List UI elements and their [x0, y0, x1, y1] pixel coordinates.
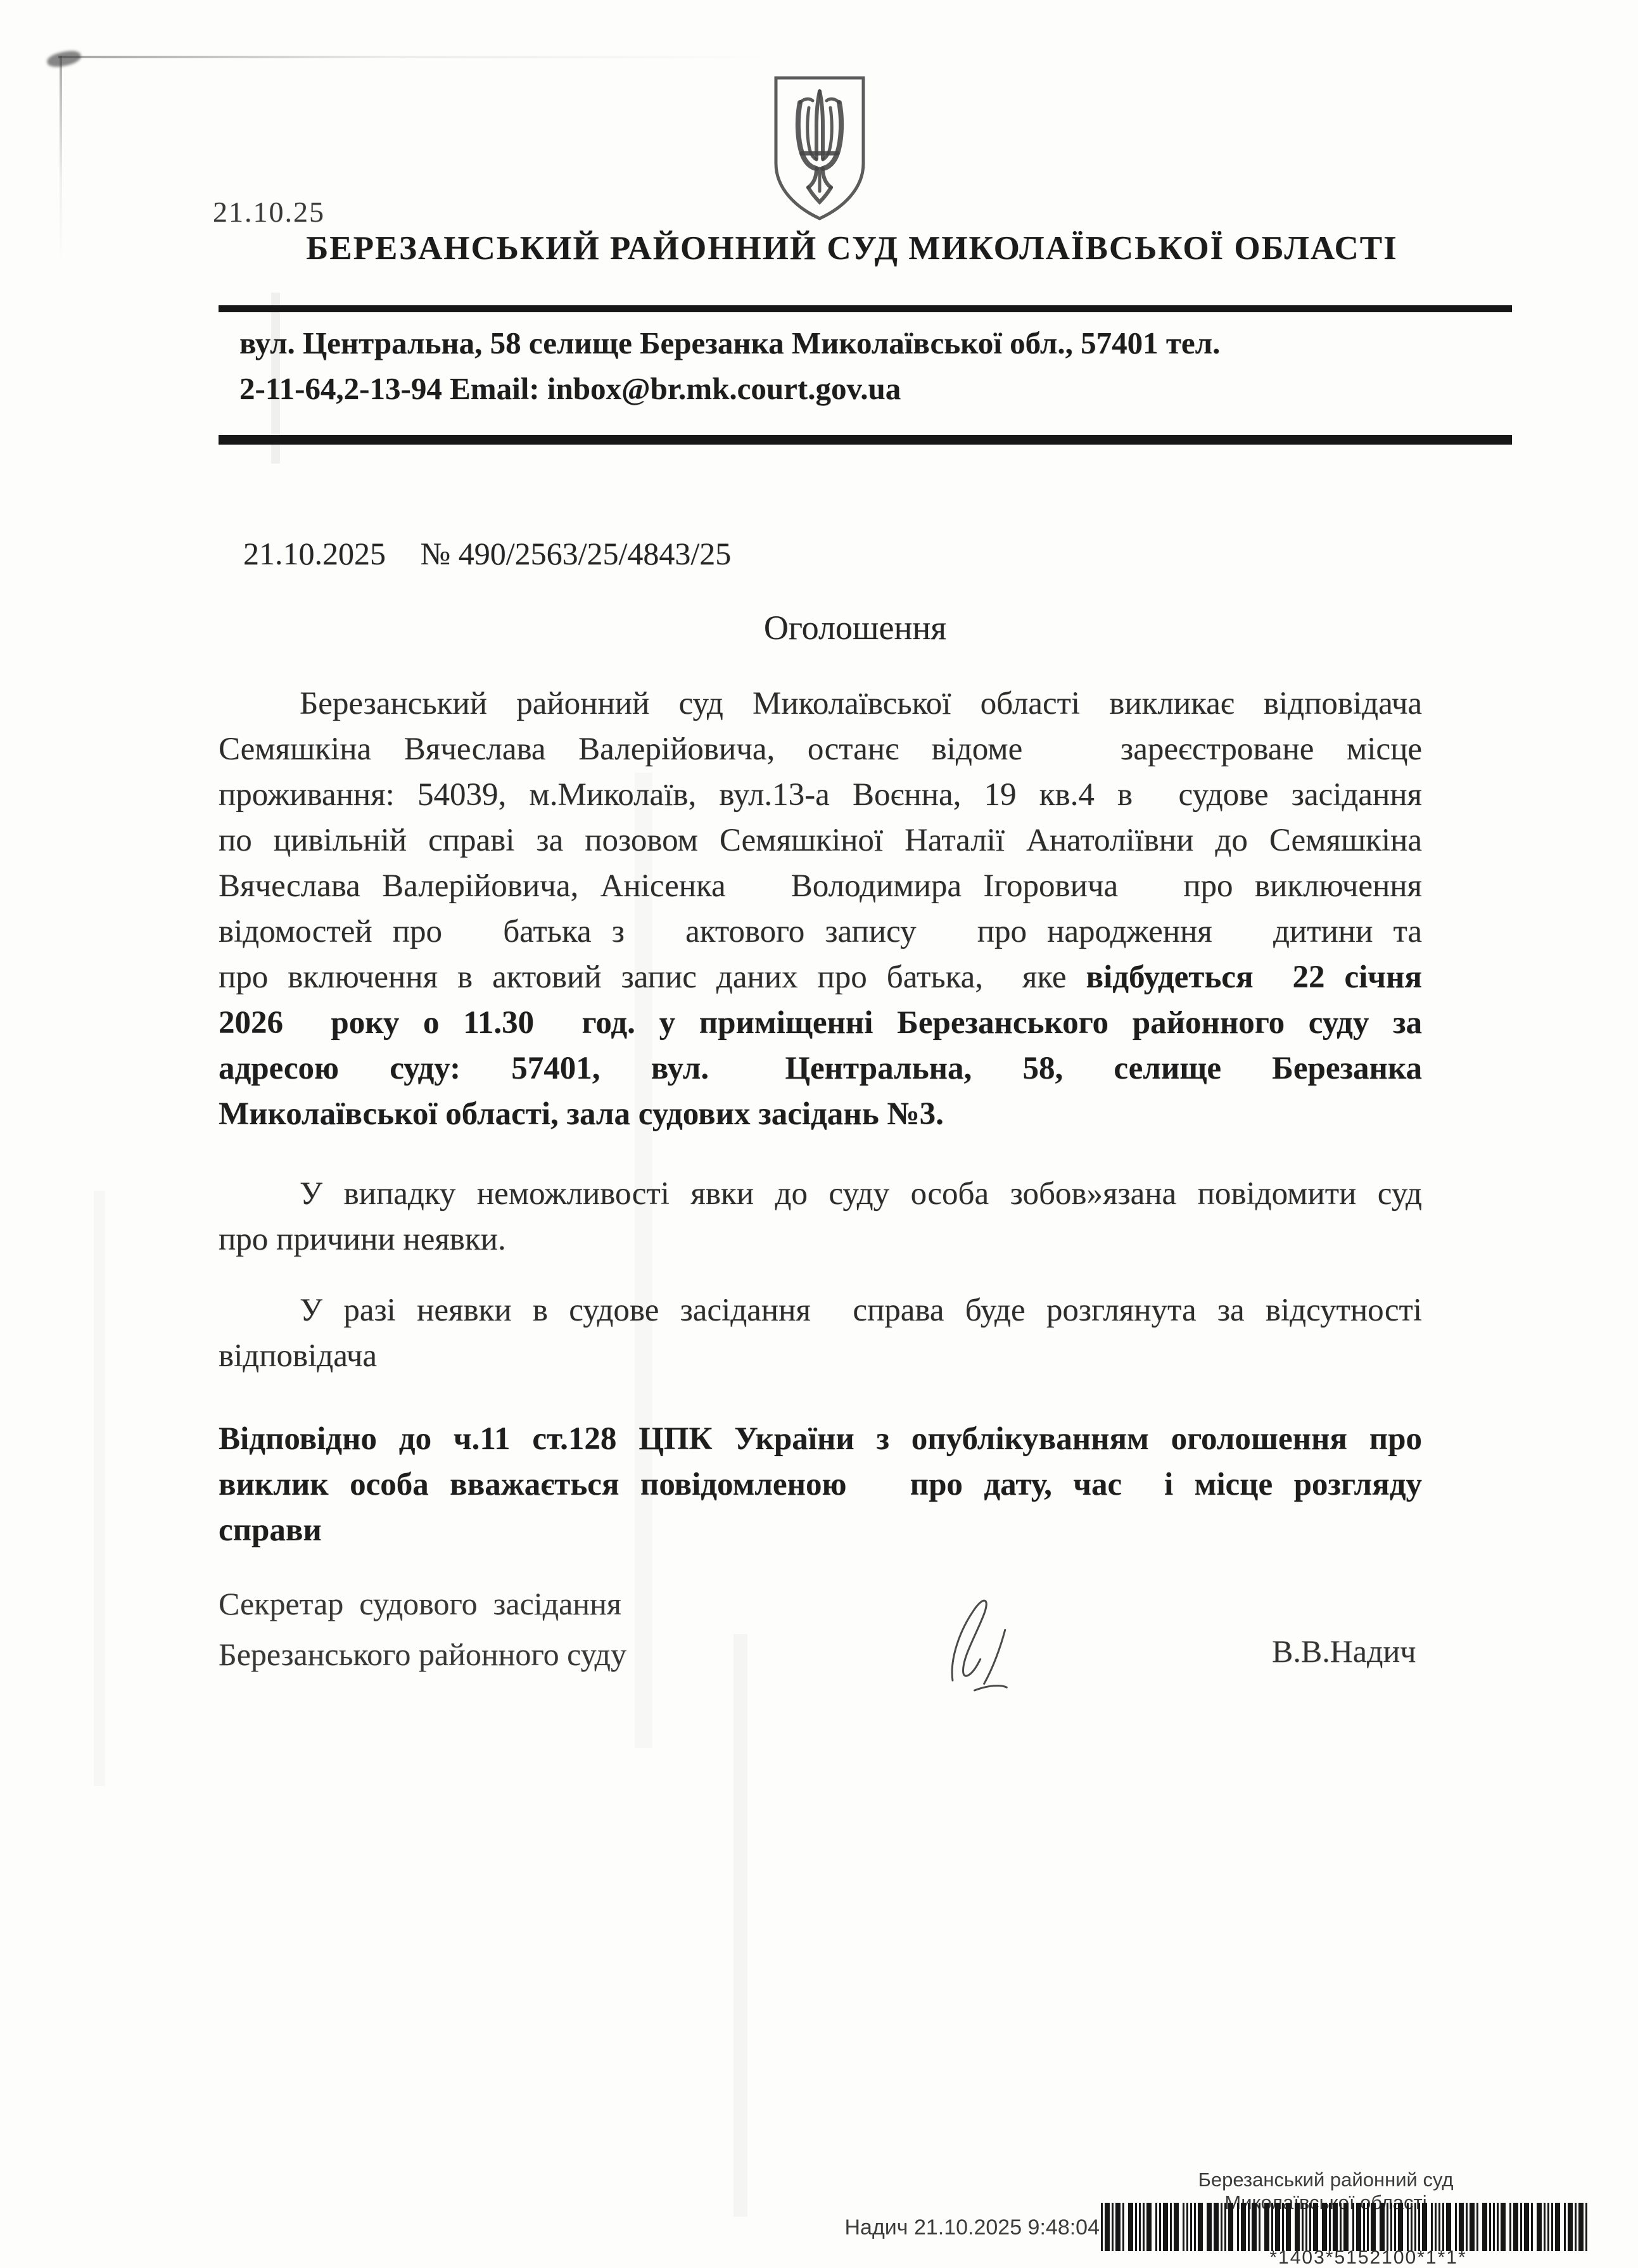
text-line: У випадку неможливості явки до суду особа зобов»язана повідомити суд: [300, 1176, 1422, 1212]
address-line: вул. Центральна, 58 селище Березанка Миколаївської обл., 57401 тел.: [239, 326, 1221, 360]
scan-streak: [94, 1191, 105, 1786]
signature-role: [219, 1578, 626, 1680]
body-paragraph-legal-basis: [219, 1416, 1422, 1553]
text-line: проживання: 54039, м.Миколаїв, вул.13-а Воєнна, 19 кв.4 в судове засідання: [219, 777, 1422, 813]
text-line: виклик особа вважається повідомленою про дату, час і місце розгляду: [219, 1467, 1422, 1502]
text-line: про причини неявки.: [219, 1222, 506, 1257]
stamp-line: області: [1360, 2191, 1427, 2214]
address-line: 2-11-64,2-13-94 Email: inbox@br.mk.court.gov.ua: [239, 371, 901, 406]
text-line: адресою суду: 57401, вул. Центральна, 58, селище Березанка: [219, 1051, 1422, 1086]
trident-emblem-icon: [771, 73, 868, 224]
signature-role-line: Березанського районного суду: [219, 1637, 626, 1672]
signature-role-line: Секретар судового засідання: [219, 1586, 621, 1621]
scan-streak: [733, 1634, 747, 2217]
text-line: відповідача: [219, 1338, 378, 1374]
body-paragraph-obligation: [219, 1171, 1422, 1262]
text-line: відомостей про батька з актового запису про народження дитини та: [219, 914, 1422, 949]
text-line: справи: [219, 1512, 322, 1548]
barcode: [1101, 2203, 1635, 2251]
document-title: Оголошення: [763, 609, 947, 647]
scan-corner-mark: [46, 49, 82, 70]
body-paragraph-summons: [219, 681, 1422, 1137]
text-line: Семяшкіна Вячеслава Валерійовича, останє відоме зареєстроване місце: [219, 732, 1422, 767]
text-line: по цивільній справі за позовом Семяшкіної Наталії Анатоліївни до Семяшкіна: [219, 823, 1422, 858]
text-line: Миколаївської області, зала судових засідань №3.: [219, 1096, 944, 1132]
text-line: У разі неявки в судове засідання справа буде розглянута за відсутності: [300, 1293, 1422, 1328]
stamp-line: Березанський районний суд: [1198, 2169, 1454, 2191]
document-reference: [243, 535, 731, 572]
text-line: Вячеслава Валерійовича, Анісенка Володимира Ігоровича про виключення: [219, 868, 1422, 904]
handwritten-signature-icon: [927, 1583, 1039, 1707]
court-name: БЕРЕЗАНСЬКИЙ РАЙОННИЙ СУД МИКОЛАЇВСЬКОЇ ОБЛАСТІ: [306, 230, 1398, 267]
document-date: 21.10.2025: [243, 536, 386, 571]
text-line: Березанський районний суд Миколаївської області викликає відповідача: [300, 686, 1422, 721]
header-rule-bottom: [219, 435, 1512, 445]
text-line: про включення в актовий запис даних про батька, яке відбудеться 22 січня: [219, 960, 1422, 995]
stamp-timestamp: Надич 21.10.2025 9:48:04: [844, 2215, 1100, 2239]
document-number: № 490/2563/25/4843/25: [420, 536, 732, 571]
text-line: Відповідно до ч.11 ст.128 ЦПК України з опублікуванням оголошення про: [219, 1421, 1422, 1457]
barcode-caption: *1403*5152100*1*1*: [1269, 2247, 1467, 2268]
body-paragraph-absence: [219, 1288, 1422, 1379]
handwritten-scan-date: 21.10.25: [213, 196, 325, 228]
header-rule-top: [219, 305, 1512, 312]
scan-edge-artifact: [58, 56, 1008, 58]
signer-name: В.В.Надич: [1272, 1633, 1416, 1669]
scan-edge-artifact: [60, 56, 62, 265]
text-line: 2026 року о 11.30 год. у приміщенні Березанського районного суду за: [219, 1005, 1422, 1041]
court-address: [239, 320, 1513, 412]
